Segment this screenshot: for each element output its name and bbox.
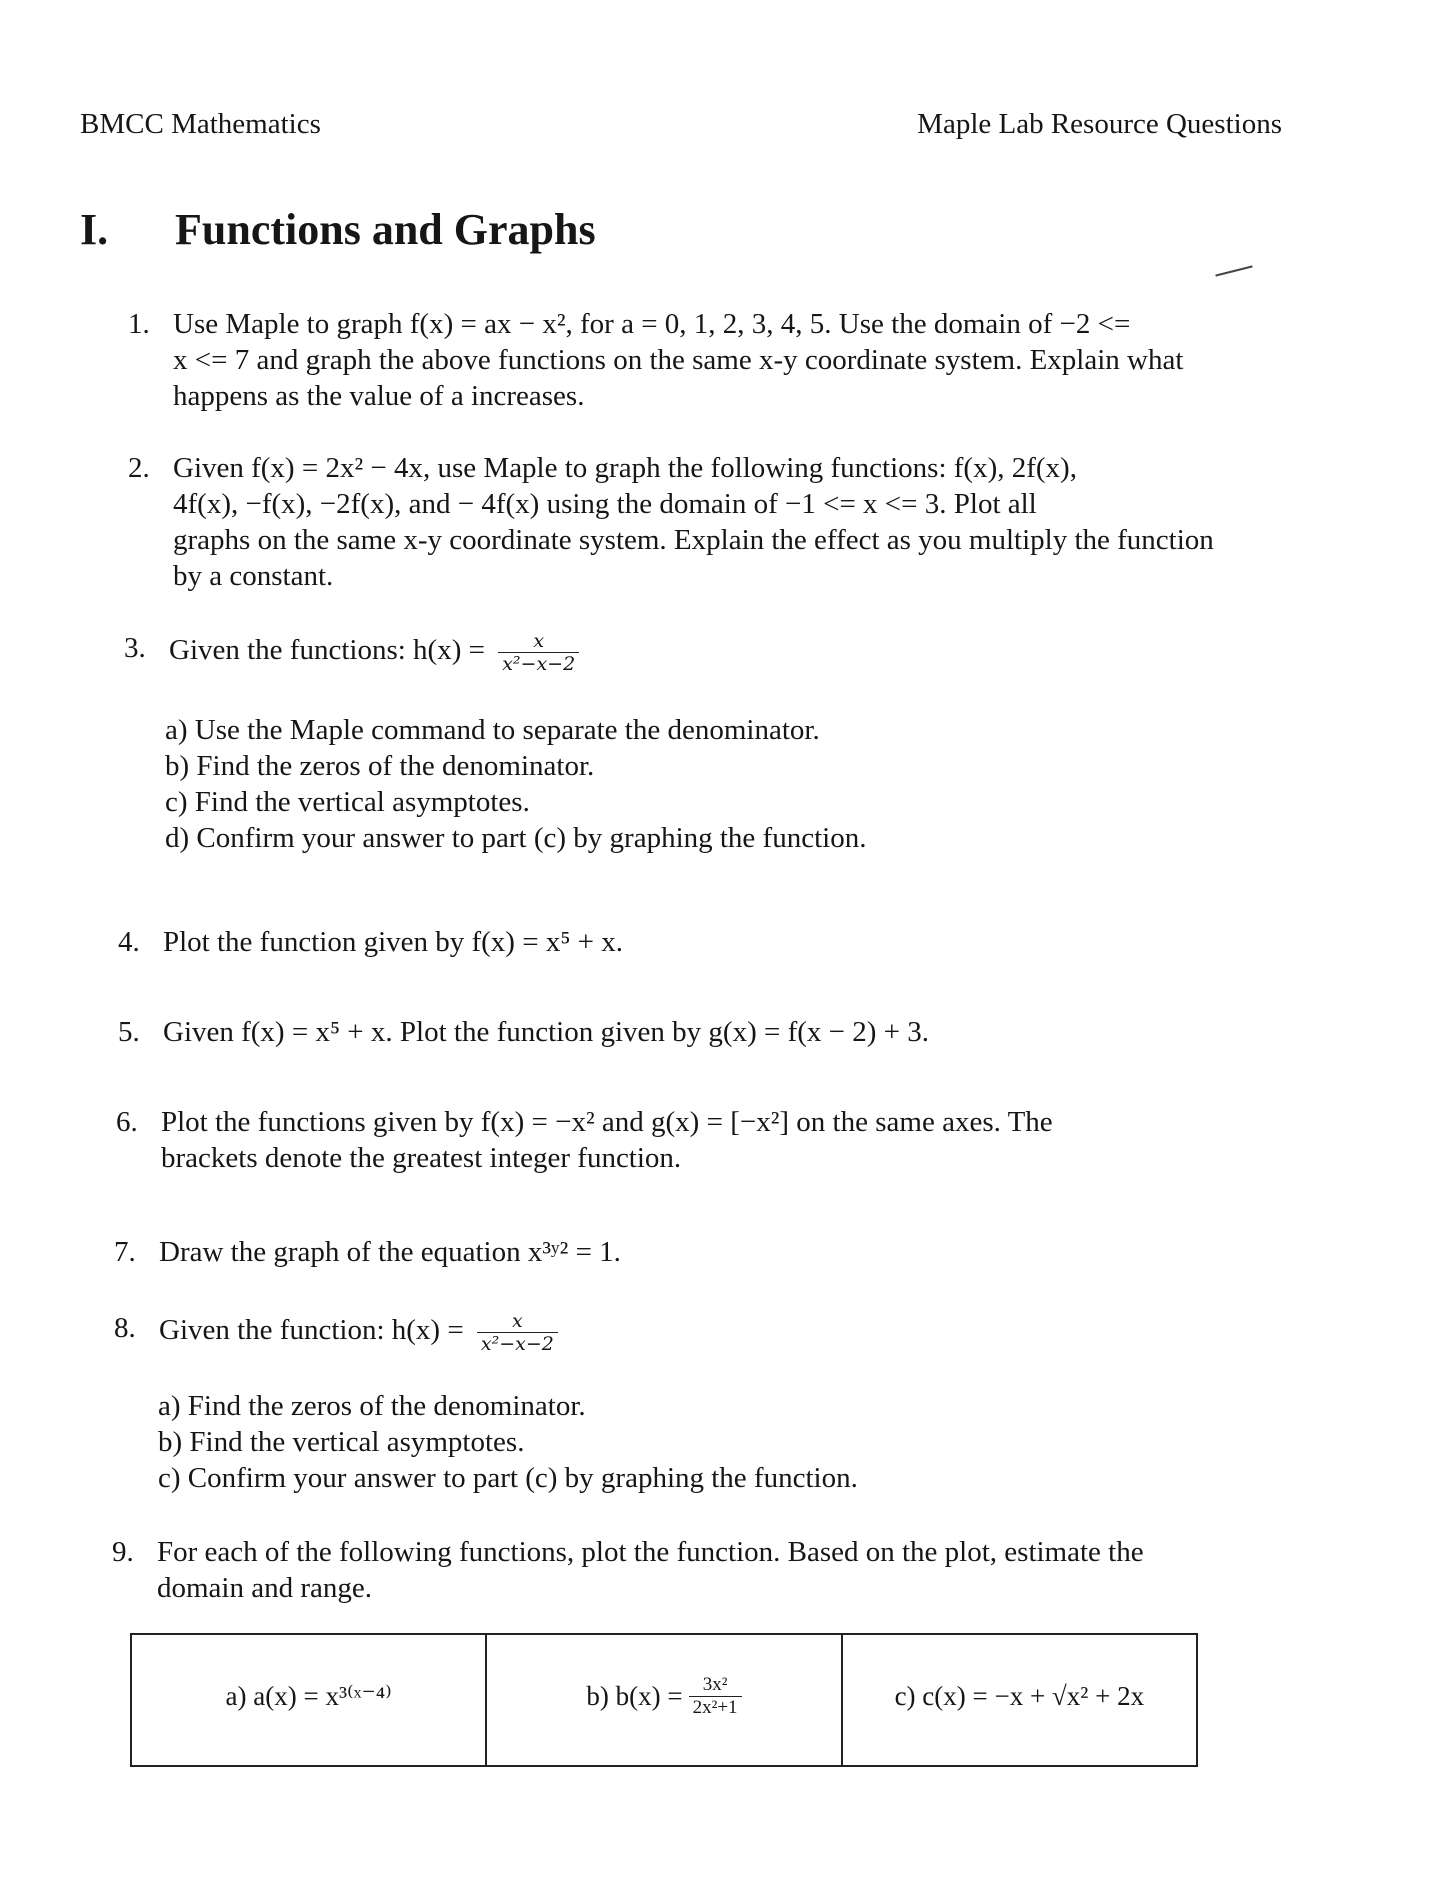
question-line: happens as the value of a increases. xyxy=(173,380,585,412)
question-line: brackets denote the greatest integer function. xyxy=(161,1142,682,1174)
sub-part: a) Find the zeros of the denominator. xyxy=(158,1390,586,1422)
header-left: BMCC Mathematics xyxy=(80,108,321,140)
question-number: 7. xyxy=(114,1236,136,1268)
function-c: c) c(x) = −x + √x² + 2x xyxy=(894,1680,1145,1711)
question-number: 5. xyxy=(118,1016,140,1048)
table-cell-c xyxy=(843,1635,1196,1765)
question-number: 2. xyxy=(128,452,150,484)
fraction xyxy=(689,1674,742,1719)
question-number: 3. xyxy=(124,632,146,664)
question-line: Use Maple to graph f(x) = ax − x², for a = 0, 1, 2, 3, 4, 5. Use the domain of −2 <= xyxy=(173,308,1131,340)
question-line: x <= 7 and graph the above functions on the same x-y coordinate system. Explain what xyxy=(173,344,1184,376)
question-number: 1. xyxy=(128,308,150,340)
question-line: Given f(x) = 2x² − 4x, use Maple to graph the following functions: f(x), 2f(x), xyxy=(173,452,1077,484)
question-line: Plot the functions given by f(x) = −x² and g(x) = [−x²] on the same axes. The xyxy=(161,1106,1053,1138)
fraction-numerator: 3x² xyxy=(702,1673,728,1695)
fraction-numerator: x xyxy=(533,630,545,652)
question-line: For each of the following functions, plot the function. Based on the plot, estimate the xyxy=(157,1536,1144,1568)
sub-part: b) Find the vertical asymptotes. xyxy=(158,1426,525,1458)
question-number: 9. xyxy=(112,1536,134,1568)
function-b-lead: b) b(x) = xyxy=(586,1680,683,1711)
sub-part: c) Find the vertical asymptotes. xyxy=(165,786,530,818)
function-a: a) a(x) = x³⁽ˣ⁻⁴⁾ xyxy=(225,1680,392,1711)
sub-part: d) Confirm your answer to part (c) by graphing the function. xyxy=(165,822,867,854)
question-3-parts xyxy=(165,712,866,856)
question-line: by a constant. xyxy=(173,560,334,592)
question-lead: Given the function: h(x) = xyxy=(159,1314,464,1347)
question-lead: Given the functions: h(x) = xyxy=(169,634,485,667)
fraction-denominator: x²−x−2 xyxy=(477,1332,558,1355)
section-numeral: I. xyxy=(80,205,109,254)
question-number: 4. xyxy=(118,926,140,958)
fraction xyxy=(498,630,579,675)
question-line: domain and range. xyxy=(157,1572,373,1604)
question-line: Draw the graph of the equation x³ʸ² = 1. xyxy=(159,1236,621,1268)
sub-part: a) Use the Maple command to separate the denominator. xyxy=(165,714,820,746)
question-number: 8. xyxy=(114,1312,136,1344)
question-line: Given f(x) = x⁵ + x. Plot the function given by g(x) = f(x − 2) + 3. xyxy=(163,1016,930,1048)
fraction-denominator: 2x²+1 xyxy=(689,1696,742,1719)
fraction-numerator: x xyxy=(512,1310,523,1332)
question-line: 4f(x), −f(x), −2f(x), and − 4f(x) using the domain of −1 <= x <= 3. Plot all xyxy=(173,488,1037,520)
table-cell-a xyxy=(132,1635,487,1765)
question-line: Plot the function given by f(x) = x⁵ + x. xyxy=(163,926,624,958)
fraction-denominator: x²−x−2 xyxy=(498,652,579,675)
header-right: Maple Lab Resource Questions xyxy=(917,108,1282,140)
question-8-parts xyxy=(158,1388,858,1496)
sub-part: b) Find the zeros of the denominator. xyxy=(165,750,595,782)
question-line: graphs on the same x-y coordinate system. Explain the effect as you multiply the function xyxy=(173,524,1214,556)
section-title: Functions and Graphs xyxy=(175,205,596,254)
functions-table xyxy=(130,1633,1198,1767)
pen-mark xyxy=(1215,265,1252,276)
fraction xyxy=(477,1310,558,1355)
question-number: 6. xyxy=(116,1106,138,1138)
sub-part: c) Confirm your answer to part (c) by graphing the function. xyxy=(158,1462,858,1494)
table-cell-b xyxy=(487,1635,842,1765)
